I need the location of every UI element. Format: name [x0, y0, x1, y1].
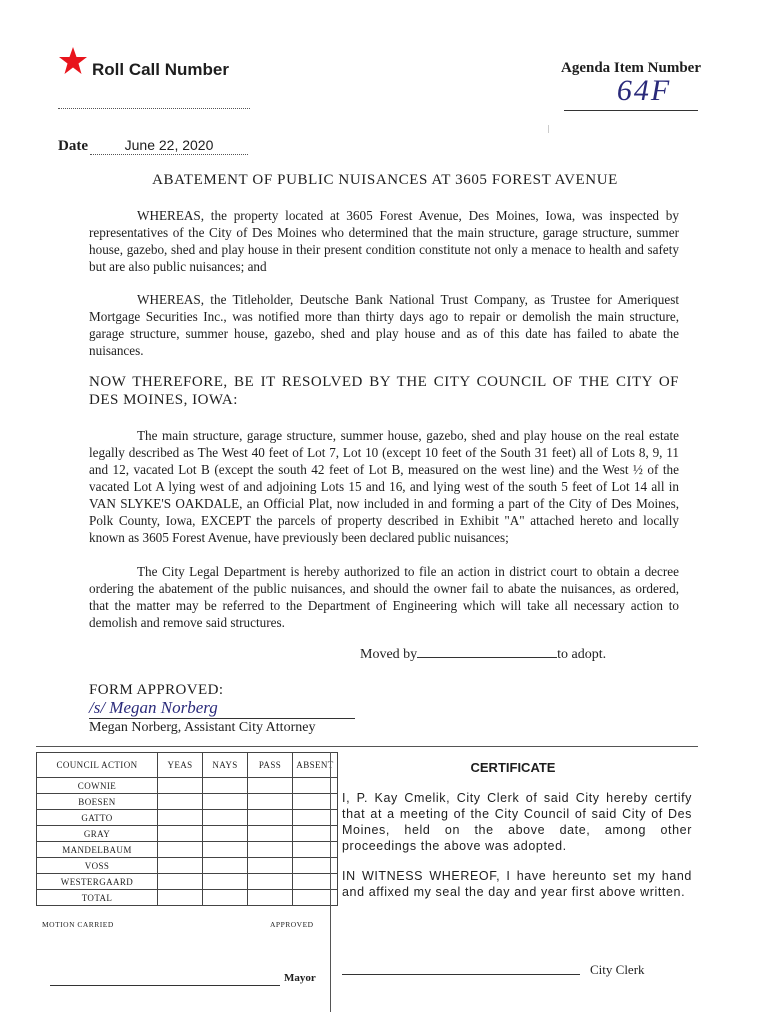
agenda-item-label: Agenda Item Number	[561, 60, 701, 76]
pass-cell	[248, 842, 293, 858]
resolved-paragraph-2: The City Legal Department is hereby authorized to file an action in district court to obtain a decree ordering the abatement of the public nuisances, and should the owner fail to abate the nuisances, as ordered, that the matter may be referred to the Department of Engineering which will take all necessary action to demolish and remove said structures.	[89, 564, 679, 630]
member-name: WESTERGAARD	[37, 874, 158, 890]
clerk-signature-line	[342, 974, 580, 975]
column-divider	[330, 752, 331, 1012]
member-name: MANDELBAUM	[37, 842, 158, 858]
yeas-cell	[158, 826, 203, 842]
table-row	[37, 810, 338, 826]
moved-by-blank	[417, 657, 557, 658]
date-value: June 22, 2020	[90, 137, 248, 155]
member-name: COWNIE	[37, 778, 158, 794]
approved-label: APPROVED	[270, 920, 314, 929]
whereas-paragraph-2: WHEREAS, the Titleholder, Deutsche Bank National Trust Company, as Trustee for Ameriquest Mortgage Securities Inc., was notified more than thirty days ago to repair or demolish the main structure, garage structure, summer house, gazebo, shed and play house and as of this date has failed to abate the nuisances.	[89, 292, 679, 358]
table-row	[37, 890, 338, 906]
agenda-item-line	[564, 110, 698, 111]
pass-cell	[248, 810, 293, 826]
nays-cell	[203, 874, 248, 890]
table-row	[37, 858, 338, 874]
yeas-cell	[158, 794, 203, 810]
nays-cell	[203, 858, 248, 874]
resolution-title: ABATEMENT OF PUBLIC NUISANCES AT 3605 FOREST AVENUE	[152, 172, 618, 188]
mayor-label: Mayor	[284, 972, 316, 984]
member-name: BOESEN	[37, 794, 158, 810]
header-nays: NAYS	[203, 753, 248, 778]
whereas-paragraph-1: WHEREAS, the property located at 3605 Forest Avenue, Des Moines, Iowa, was inspected by representatives of the City of Des Moines who determined that the main structure, garage structure, summer house, gazebo, shed and play house in their present condition constitute not only a menace to health and safety but are also public nuisances; and	[89, 208, 679, 274]
member-name: VOSS	[37, 858, 158, 874]
certificate-text: I, P. Kay Cmelik, City Clerk of said City hereby certify that at a meeting of the City Council of said City of Des Moines, held on the above date, among other proceedings the above was adopted.	[342, 791, 692, 853]
nays-cell	[203, 890, 248, 906]
star-icon	[58, 46, 88, 76]
nays-cell	[203, 826, 248, 842]
yeas-cell	[158, 810, 203, 826]
council-action-table	[36, 752, 338, 906]
attorney-signature: /s/ Megan Norberg	[89, 698, 355, 719]
table-row	[37, 826, 338, 842]
pass-cell	[248, 890, 293, 906]
yeas-cell	[158, 874, 203, 890]
yeas-cell	[158, 842, 203, 858]
now-therefore-heading: NOW THEREFORE, BE IT RESOLVED BY THE CITY COUNCIL OF THE CITY OF DES MOINES, IOWA:	[89, 374, 679, 408]
pass-cell	[248, 874, 293, 890]
roll-call-label: Roll Call Number	[92, 60, 229, 79]
scan-mark	[548, 125, 549, 133]
mayor-signature-line	[50, 985, 280, 986]
attorney-name: Megan Norberg, Assistant City Attorney	[89, 720, 316, 735]
table-row	[37, 842, 338, 858]
roll-call-line	[58, 108, 250, 109]
city-clerk-label: City Clerk	[590, 962, 645, 977]
nays-cell	[203, 810, 248, 826]
nays-cell	[203, 778, 248, 794]
table-row	[37, 778, 338, 794]
yeas-cell	[158, 778, 203, 794]
nays-cell	[203, 842, 248, 858]
nays-cell	[203, 794, 248, 810]
member-name: GRAY	[37, 826, 158, 842]
yeas-cell	[158, 858, 203, 874]
table-row	[37, 874, 338, 890]
header-absent: ABSENT	[293, 753, 338, 778]
yeas-cell	[158, 890, 203, 906]
total-label: TOTAL	[37, 890, 158, 906]
pass-cell	[248, 858, 293, 874]
resolved-paragraph-1: The main structure, garage structure, summer house, gazebo, shed and play house on the real estate legally described as The West 40 feet of Lot 7, Lot 10 (except 10 feet of the South 31 feet) all of Lots 8, 9, 11 and 12, vacated Lot B (except the south 42 feet of Lot B, measured on the west line) and the West ½ of the vacated Lot A lying west of and adjoining Lots 15 and 16, and lying west of the south 5 feet of Lot 14 all in VAN SLYKE'S OAKDALE, an Official Plat, now included in and forming a part of the City of Des Moines, Polk County, Iowa, EXCEPT the parcels of property described in Exhibit "A" attached hereto and locally known as 3605 Forest Avenue, have previously been declared public nuisances;	[89, 428, 679, 545]
moved-by-line: Moved by to adopt.	[360, 647, 607, 662]
pass-cell	[248, 778, 293, 794]
table-header-row	[37, 753, 338, 778]
certificate-title: CERTIFICATE	[470, 760, 556, 775]
table-row	[37, 794, 338, 810]
header-council-action: COUNCIL ACTION	[37, 753, 158, 778]
pass-cell	[248, 794, 293, 810]
section-divider	[36, 746, 698, 747]
motion-carried-label: MOTION CARRIED	[42, 920, 114, 929]
member-name: GATTO	[37, 810, 158, 826]
header-yeas: YEAS	[158, 753, 203, 778]
form-approved-label: FORM APPROVED:	[89, 682, 224, 698]
pass-cell	[248, 826, 293, 842]
witness-text: IN WITNESS WHEREOF, I have hereunto set my hand and affixed my seal the day and year first above written.	[342, 869, 692, 899]
date-label: Date	[58, 138, 88, 154]
agenda-item-number: 64F	[616, 74, 672, 107]
header-pass: PASS	[248, 753, 293, 778]
